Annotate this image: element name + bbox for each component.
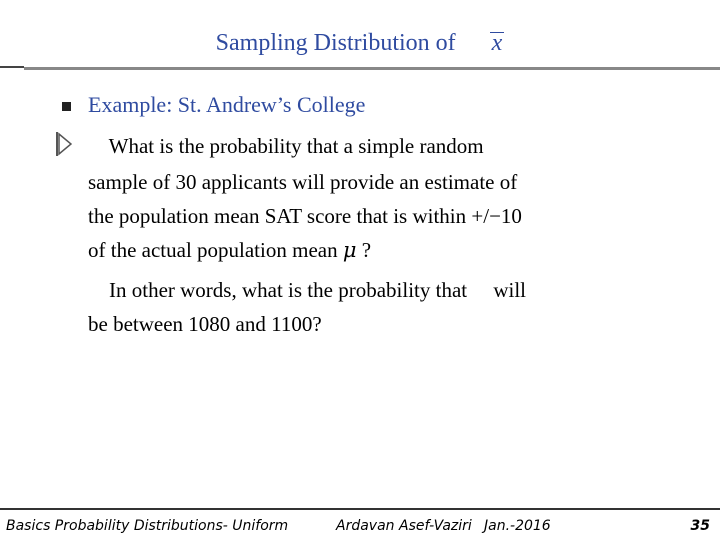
question-line-1: What is the probability that a simple random bbox=[88, 134, 484, 158]
slide-title bbox=[0, 30, 720, 57]
footer-rule bbox=[0, 508, 720, 510]
title-rule-left bbox=[0, 66, 24, 68]
example-heading: Example: St. Andrew’s College bbox=[88, 92, 366, 117]
question-line-3: the population mean SAT score that is within +/−10 bbox=[88, 204, 522, 228]
mu-symbol: μ bbox=[342, 238, 357, 262]
footer-author: Ardavan Asef-Vaziri bbox=[336, 518, 472, 534]
square-bullet-icon bbox=[62, 102, 71, 111]
play-arrow-icon bbox=[56, 132, 72, 156]
question-end: ? bbox=[356, 238, 372, 262]
x-bar-symbol: x bbox=[491, 30, 503, 56]
footer-date: Jan.-2016 bbox=[484, 518, 551, 534]
footer-course: Basics Probability Distributions- Uniform bbox=[6, 518, 289, 534]
title-text: Sampling Distribution of bbox=[215, 30, 456, 56]
question-line-4 bbox=[88, 234, 371, 266]
page-number: 35 bbox=[690, 518, 710, 534]
question-line-4-text: of the actual population mean bbox=[88, 238, 343, 262]
title-rule bbox=[24, 67, 720, 70]
restate-line-2: be between 1080 and 1100? bbox=[88, 312, 322, 336]
question-line-2: sample of 30 applicants will provide an estimate of bbox=[88, 170, 518, 194]
restate-line-1: In other words, what is the probability that will bbox=[88, 278, 527, 302]
